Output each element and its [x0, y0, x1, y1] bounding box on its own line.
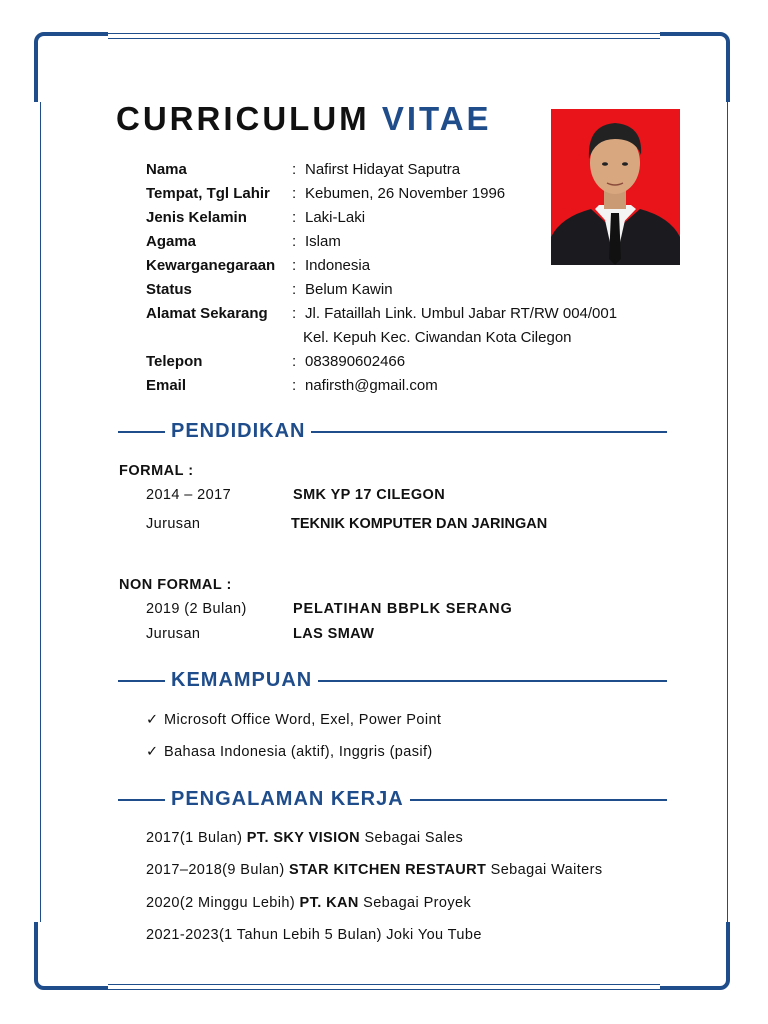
experience-role: Sebagai Proyek — [358, 895, 472, 911]
colon: : — [292, 257, 297, 274]
nonformal-label: NON FORMAL : — [119, 577, 232, 593]
profile-photo — [551, 109, 680, 265]
frame-line-left — [40, 102, 41, 922]
frame-gap-bottom — [108, 978, 660, 994]
experience-period: 2021-2023(1 Tahun Lebih 5 Bulan) Joki You Tube — [146, 927, 482, 943]
skill-item: Microsoft Office Word, Exel, Power Point — [164, 712, 442, 728]
formal-school: SMK YP 17 CILEGON — [293, 487, 446, 503]
section-header-pengalaman — [118, 786, 667, 812]
colon: : — [292, 281, 297, 298]
skill-item: Bahasa Indonesia (aktif), Inggris (pasif) — [164, 744, 433, 760]
label-jenis-kelamin: Jenis Kelamin — [146, 209, 247, 226]
frame-line-top — [108, 38, 660, 39]
colon: : — [292, 185, 297, 202]
label-alamat: Alamat Sekarang — [146, 305, 268, 322]
section-title: KEMAMPUAN — [165, 667, 318, 693]
title-part-2: VITAE — [381, 100, 492, 137]
check-icon: ✓ — [146, 712, 159, 728]
value-jenis-kelamin: Laki-Laki — [305, 209, 366, 226]
colon: : — [292, 353, 297, 370]
frame-line-bottom-2 — [108, 989, 660, 990]
experience-period: 2017–2018(9 Bulan) — [146, 862, 290, 878]
section-header-pendidikan — [118, 418, 667, 444]
frame-line-right — [727, 102, 728, 922]
formal-year: 2014 – 2017 — [146, 487, 232, 503]
experience-role: Sebagai Sales — [360, 830, 464, 846]
nonformal-year: 2019 (2 Bulan) — [146, 601, 247, 617]
experience-period: 2020(2 Minggu Lebih) — [146, 895, 300, 911]
value-kewarganegaraan: Indonesia — [305, 257, 371, 274]
label-email: Email — [146, 377, 187, 394]
experience-item — [146, 830, 463, 846]
colon: : — [292, 161, 297, 178]
nonformal-program: PELATIHAN BBPLK SERANG — [293, 601, 513, 617]
label-agama: Agama — [146, 233, 197, 250]
label-telepon: Telepon — [146, 353, 203, 370]
frame-line-bottom — [108, 984, 660, 985]
section-header-kemampuan — [118, 667, 667, 693]
colon: : — [292, 209, 297, 226]
value-alamat-line-2: Kel. Kepuh Kec. Ciwandan Kota Cilegon — [303, 329, 572, 346]
check-icon: ✓ — [146, 744, 159, 760]
frame-gap-left — [30, 102, 46, 922]
section-title: PENGALAMAN KERJA — [165, 786, 410, 812]
experience-company: PT. SKY VISION — [246, 830, 361, 846]
value-email: nafirsth@gmail.com — [305, 377, 438, 394]
colon: : — [292, 233, 297, 250]
value-status: Belum Kawin — [305, 281, 393, 298]
label-status: Status — [146, 281, 192, 298]
colon: : — [292, 377, 297, 394]
person-portrait-icon — [551, 109, 680, 265]
label-kewarganegaraan: Kewarganegaraan — [146, 257, 276, 274]
page-title — [116, 100, 492, 138]
title-part-1: CURRICULUM — [116, 100, 370, 137]
experience-item — [146, 895, 471, 911]
nonformal-jurusan-value: LAS SMAW — [293, 626, 375, 642]
value-agama: Islam — [305, 233, 341, 250]
experience-role: Sebagai Waiters — [486, 862, 603, 878]
experience-item — [146, 862, 603, 878]
frame-gap-right — [718, 102, 734, 922]
value-ttl: Kebumen, 26 November 1996 — [305, 185, 506, 202]
experience-company: PT. KAN — [299, 895, 359, 911]
colon: : — [292, 305, 297, 322]
value-nama: Nafirst Hidayat Saputra — [305, 161, 461, 178]
experience-company: STAR KITCHEN RESTAURT — [289, 862, 487, 878]
formal-label: FORMAL : — [119, 463, 194, 479]
formal-jurusan-label: Jurusan — [146, 516, 201, 532]
value-telepon: 083890602466 — [305, 353, 406, 370]
formal-jurusan-value: TEKNIK KOMPUTER DAN JARINGAN — [291, 516, 548, 532]
value-alamat: Jl. Fataillah Link. Umbul Jabar RT/RW 004/001 — [305, 305, 618, 322]
label-nama: Nama — [146, 161, 187, 178]
section-title: PENDIDIKAN — [165, 418, 311, 444]
experience-period: 2017(1 Bulan) — [146, 830, 247, 846]
experience-item — [146, 927, 482, 943]
frame-gap-top — [108, 28, 660, 44]
nonformal-jurusan-label: Jurusan — [146, 626, 201, 642]
label-ttl: Tempat, Tgl Lahir — [146, 185, 270, 202]
frame-line-top-2 — [108, 33, 660, 34]
